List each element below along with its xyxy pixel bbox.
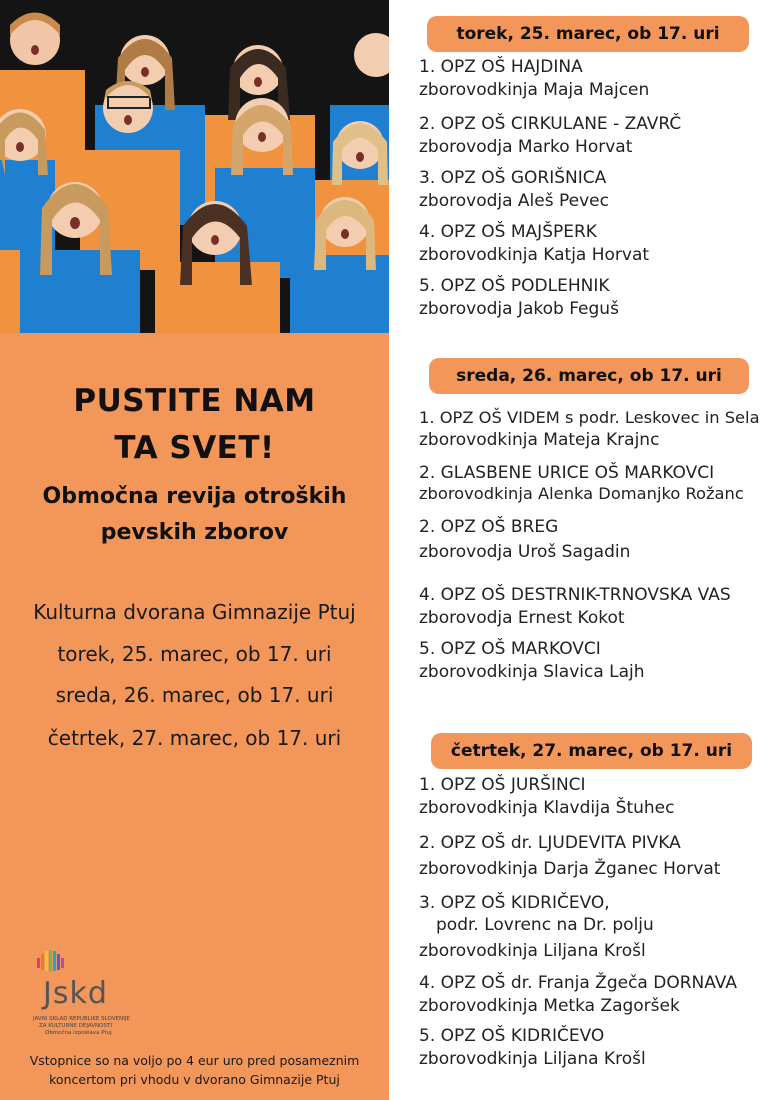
ticket-note-line1: Vstopnice so na voljo po 4 eur uro pred posameznim [29, 1053, 360, 1068]
jskd-logo-mark [35, 948, 75, 978]
day1-choir-5: 5. OPZ OŠ PODLEHNIK [419, 276, 610, 296]
day2-header: sreda, 26. marec, ob 17. uri [429, 358, 749, 394]
day1-conductor-4: zborovodkinja Katja Horvat [419, 245, 650, 265]
day3-choir-3: 3. OPZ OŠ KIDRIČEVO, [419, 893, 610, 913]
venue-date-2: sreda, 26. marec, ob 17. uri [55, 683, 334, 707]
venue-name: Kulturna dvorana Gimnazije Ptuj [33, 600, 356, 624]
day1-choir-1: 1. OPZ OŠ HAJDINA [419, 57, 583, 77]
logo-text-line2: ZA KULTURNE DEJAVNOSTI [39, 1023, 112, 1029]
day1-header: torek, 25. marec, ob 17. uri [427, 16, 749, 52]
day1-conductor-3: zborovodja Aleš Pevec [419, 191, 609, 211]
day2-choir-4: 4. OPZ OŠ DESTRNIK-TRNOVSKA VAS [419, 585, 731, 605]
day1-choir-3: 3. OPZ OŠ GORIŠNICA [419, 168, 607, 188]
day1-choir-2: 2. OPZ OŠ CIRKULANE - ZAVRČ [419, 114, 682, 134]
day2-conductor-3: zborovodja Uroš Sagadin [419, 542, 631, 562]
poster-subtitle-line1: Območna revija otroških [42, 484, 347, 509]
day1-conductor-1: zborovodkinja Maja Majcen [419, 80, 650, 100]
day3-choir-5: 5. OPZ OŠ KIDRIČEVO [419, 1026, 605, 1046]
logo-wordmark: Jskd [43, 976, 108, 1011]
logo-text-line3: Območna izpostava Ptuj [45, 1030, 112, 1036]
poster-subtitle-line2: pevskih zborov [100, 520, 289, 545]
ticket-note-line2: koncertom pri vhodu v dvorano Gimnazije Ptuj [49, 1072, 340, 1087]
day2-choir-1: 1. OPZ OŠ VIDEM s podr. Leskovec in Sela [419, 408, 760, 427]
day3-conductor-5: zborovodkinja Liljana Krošl [419, 1049, 646, 1069]
day3-conductor-3: zborovodkinja Liljana Krošl [419, 941, 646, 961]
day2-conductor-4: zborovodja Ernest Kokot [419, 608, 625, 628]
logo-text-line1: JAVNI SKLAD REPUBLIKE SLOVENIJE [33, 1016, 130, 1022]
day1-choir-4: 4. OPZ OŠ MAJŠPERK [419, 222, 597, 242]
day3-conductor-1: zborovodkinja Klavdija Štuhec [419, 798, 675, 818]
day2-choir-5: 5. OPZ OŠ MARKOVCI [419, 639, 601, 659]
venue-date-3: četrtek, 27. marec, ob 17. uri [47, 726, 342, 750]
jskd-logo [33, 948, 153, 1048]
schedule-panel [389, 0, 778, 1100]
day3-choir-3-branch: podr. Lovrenc na Dr. polju [436, 915, 654, 935]
day2-conductor-2: zborovodkinja Alenka Domanjko Rožanc [419, 484, 744, 503]
day3-choir-1: 1. OPZ OŠ JURŠINCI [419, 775, 586, 795]
day1-conductor-5: zborovodja Jakob Feguš [419, 299, 619, 319]
day2-choir-2: 2. GLASBENE URICE OŠ MARKOVCI [419, 463, 715, 483]
venue-date-1: torek, 25. marec, ob 17. uri [57, 642, 332, 666]
day3-choir-4: 4. OPZ OŠ dr. Franja Žgeča DORNAVA [419, 973, 737, 993]
day2-choir-3: 2. OPZ OŠ BREG [419, 517, 559, 537]
day1-conductor-2: zborovodja Marko Horvat [419, 137, 633, 157]
day3-conductor-4: zborovodkinja Metka Zagoršek [419, 996, 680, 1016]
day3-choir-2: 2. OPZ OŠ dr. LJUDEVITA PIVKA [419, 833, 681, 853]
day3-conductor-2: zborovodkinja Darja Žganec Horvat [419, 859, 721, 879]
poster-title-line1: PUSTITE NAM [73, 383, 316, 419]
day2-conductor-5: zborovodkinja Slavica Lajh [419, 662, 645, 682]
choir-photo [0, 0, 389, 333]
day3-header: četrtek, 27. marec, ob 17. uri [431, 733, 752, 769]
poster-title-line2: TA SVET! [114, 430, 275, 466]
day2-conductor-1: zborovodkinja Mateja Krajnc [419, 430, 660, 450]
